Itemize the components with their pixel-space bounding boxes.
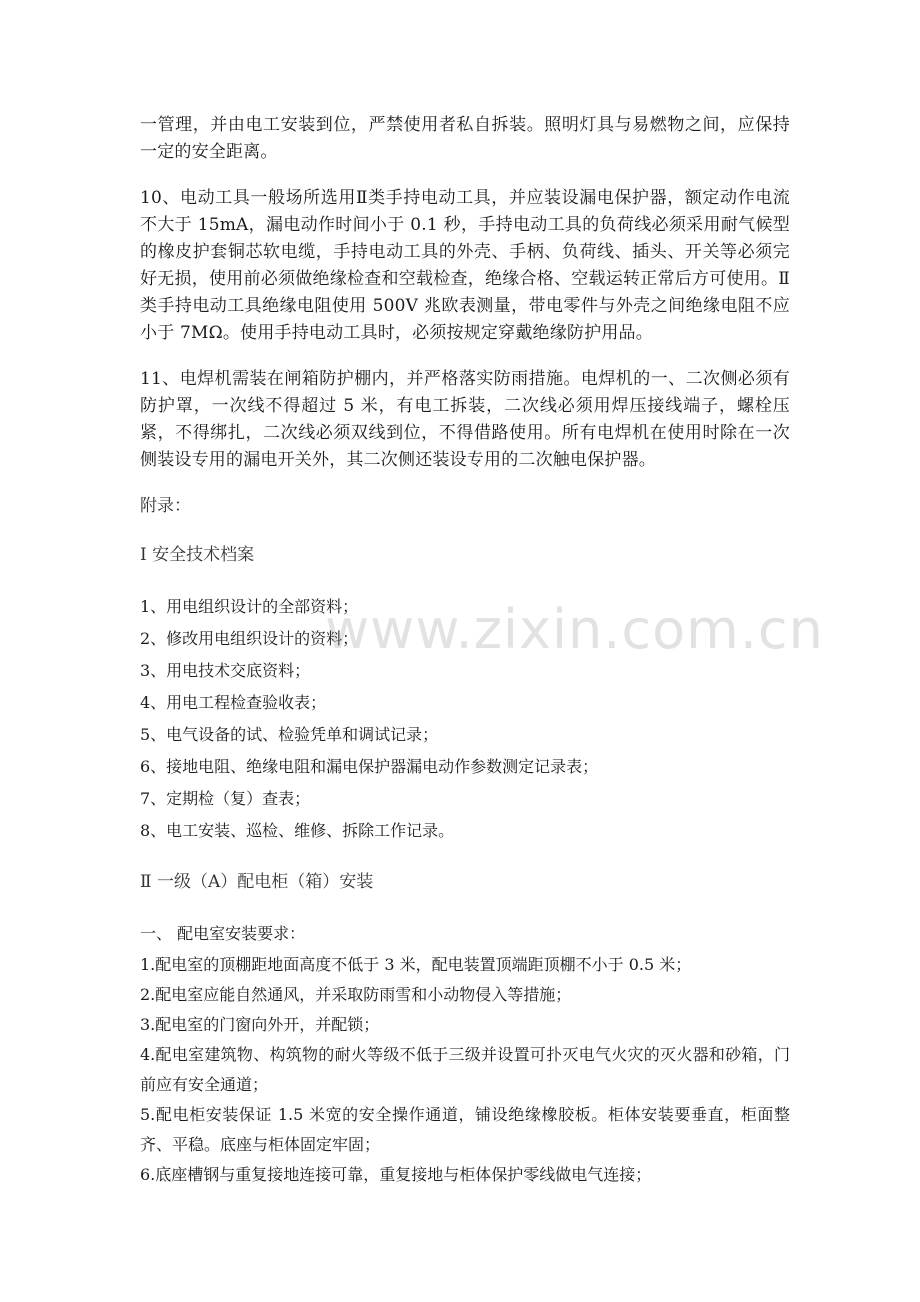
list-item: 6.底座槽钢与重复接地连接可靠，重复接地与柜体保护零线做电气连接； [140,1165,652,1184]
section-2-title: Ⅱ 一级（A）配电柜（箱）安装 [140,872,374,892]
list-item: 8、电工安装、巡检、维修、拆除工作记录。 [140,821,455,840]
document-page [140,112,790,1190]
watermark: www.zixin.com.cn [325,598,824,661]
list-item: 7、定期检（复）查表； [140,789,311,808]
list-item: 5、电气设备的试、检验凭单和调试记录； [140,725,439,744]
list-item: 3、用电技术交底资料； [140,661,311,680]
list-item: 3.配电室的门窗向外开，并配锁； [140,1015,380,1034]
list-item: 4.配电室建筑物、构筑物的耐火等级不低于三级并设置可扑灭电气火灾的灭火器和砂箱，门前应有安全通道； [140,1045,790,1094]
intro-paragraph: 一管理，并由电工安装到位，严禁使用者私自拆装。照明灯具与易燃物之间，应保持一定的安全距离。 [140,115,790,162]
archive-list [140,591,790,847]
list-item: 6、接地电阻、绝缘电阻和漏电保护器漏电动作参数测定记录表； [140,757,599,776]
paragraph-10: 10、电动工具一般场所选用Ⅱ类手持电动工具，并应装设漏电保护器，额定动作电流不大于 15mA，漏电动作时间小于 0.1 秒，手持电动工具的负荷线必须采用耐气候型的橡皮护套铜芯软电缆，手持电动工具的外壳、手柄、负荷线、插头、开关等必须完好无损，使用前必须做绝缘检查和空载检查，绝缘合格、空载运转正常后方可使用。Ⅱ类手持电动工具绝缘电阻使用 500V 兆欧表测量，带电零件与外壳之间绝缘电阻不应小于 7MΩ。使用手持电动工具时，必须按规定穿戴绝缘防护用品。 [140,188,790,343]
list-item: 2、修改用电组织设计的资料； [140,629,359,648]
list-item: 4、用电工程检查验收表； [140,693,327,712]
subsection-title: 一、 配电室安装要求： [140,924,306,943]
list-item: 2.配电室应能自然通风，并采取防雨雪和小动物侵入等措施； [140,985,572,1004]
requirements-list [140,950,790,1190]
section-1-title: Ⅰ 安全技术档案 [140,545,255,565]
appendix-label: 附录： [140,496,191,516]
list-item: 1、用电组织设计的全部资料； [140,597,359,616]
list-item: 5.配电柜安装保证 1.5 米宽的安全操作通道，铺设绝缘橡胶板。柜体安装要垂直，柜面整齐、平稳。底座与柜体固定牢固； [140,1105,790,1154]
paragraph-11: 11、电焊机需装在闸箱防护棚内，并严格落实防雨措施。电焊机的一、二次侧必须有防护罩，一次线不得超过 5 米，有电工拆装，二次线必须用焊压接线端子，螺栓压紧，不得绑扎，二次线必须双线到位，不得借路使用。所有电焊机在使用时除在一次侧装设专用的漏电开关外，其二次侧还装设专用的二次触电保护器。 [140,369,790,470]
list-item: 1.配电室的顶棚距地面高度不低于 3 米，配电装置顶端距顶棚不小于 0.5 米； [140,955,692,974]
